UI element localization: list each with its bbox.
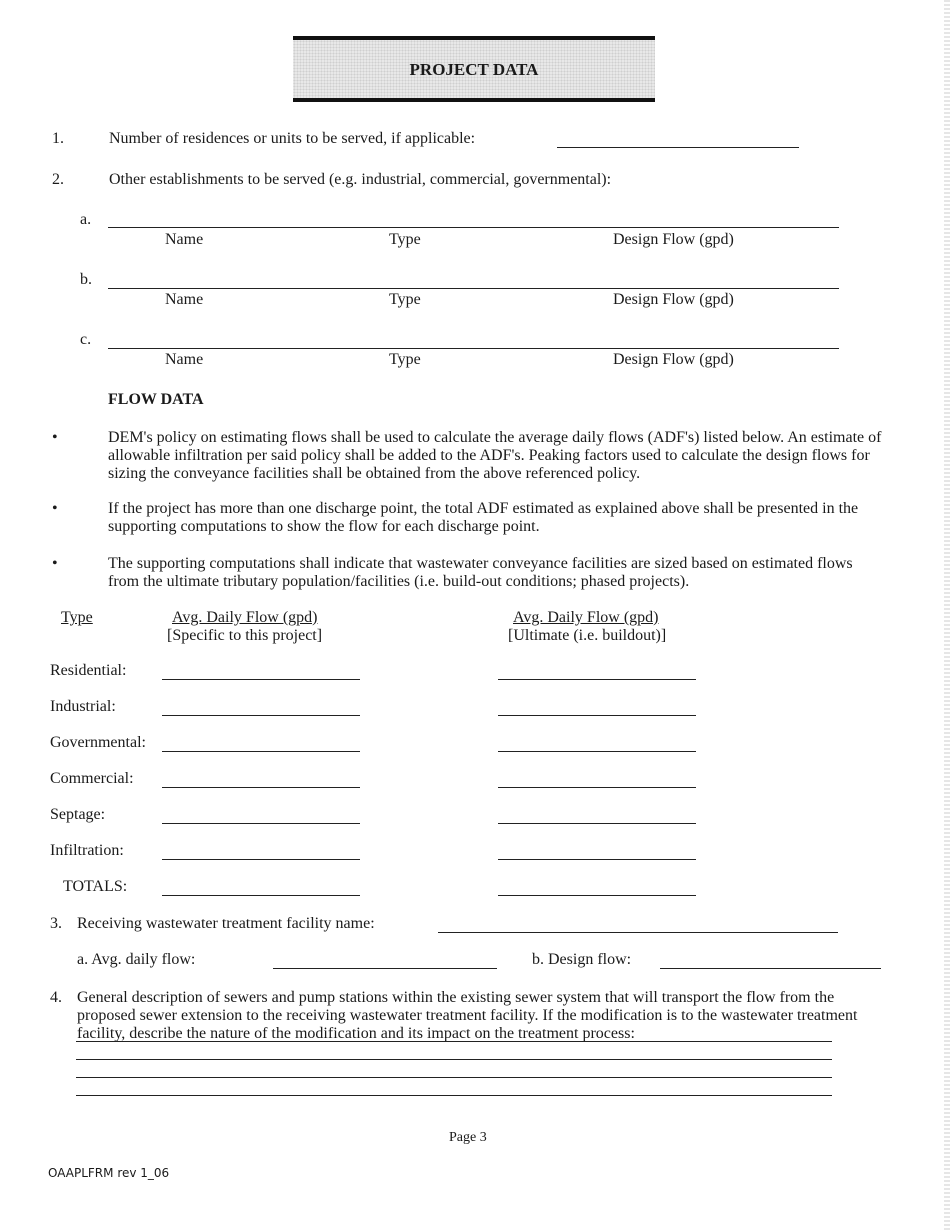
col-type-header: Type xyxy=(61,609,93,626)
specific-flow-field[interactable] xyxy=(162,715,360,716)
item4-number: 4. xyxy=(50,989,62,1006)
scan-edge xyxy=(944,0,950,1230)
specific-flow-field[interactable] xyxy=(162,751,360,752)
item4-description: General description of sewers and pump stations within the existing sewer system that will transport the flow from the proposed sewer extension to the receiving wastewater treatment facility. If the modification is to the wastewater treatment facility, describe the nature of the modification and its impact on the treatment process: xyxy=(77,989,858,1042)
row-label: Septage: xyxy=(50,806,106,823)
item3-label: Receiving wastewater treatment facility name: xyxy=(77,915,375,932)
ultimate-flow-field[interactable] xyxy=(498,679,696,680)
establishment-name-label: Name xyxy=(165,231,204,248)
ultimate-flow-field[interactable] xyxy=(498,859,696,860)
specific-flow-field[interactable] xyxy=(162,859,360,860)
ultimate-flow-field[interactable] xyxy=(498,787,696,788)
facility-name-field[interactable] xyxy=(438,932,838,933)
col-specific-subheader: [Specific to this project] xyxy=(167,627,323,644)
row-label: Commercial: xyxy=(50,770,134,787)
title-banner xyxy=(293,36,655,102)
bullet-text: DEM's policy on estimating flows shall be used to calculate the average daily flows (ADF's) listed below. An estimate of allowable infiltration per said policy shall be added to the ADF's. Peaking factors used to calculate the design flows for sizing the conveyance facilities shall be obtained from the above referenced policy. xyxy=(108,429,882,482)
specific-flow-field[interactable] xyxy=(162,895,360,896)
description-line[interactable] xyxy=(76,1077,832,1078)
bullet-mark: • xyxy=(52,555,58,572)
bullet-text: If the project has more than one discharge point, the total ADF estimated as explained above shall be presented in the supporting computations to show the flow for each discharge point. xyxy=(108,500,859,535)
bullet-mark: • xyxy=(52,500,58,517)
establishment-type-label: Type xyxy=(389,351,421,368)
row-label: Industrial: xyxy=(50,698,116,715)
page-title: PROJECT DATA xyxy=(409,60,539,79)
establishment-flow-label: Design Flow (gpd) xyxy=(613,291,734,308)
ultimate-flow-field[interactable] xyxy=(498,751,696,752)
specific-flow-field[interactable] xyxy=(162,823,360,824)
establishment-name-label: Name xyxy=(165,351,204,368)
establishment-letter: a. xyxy=(80,211,92,228)
ultimate-flow-field[interactable] xyxy=(498,895,696,896)
establishment-name-label: Name xyxy=(165,291,204,308)
bullet-mark: • xyxy=(52,429,58,446)
establishment-letter: b. xyxy=(80,271,92,288)
establishment-letter: c. xyxy=(80,331,92,348)
form-code: OAAPLFRM rev 1_06 xyxy=(48,1166,170,1180)
col-specific-header: Avg. Daily Flow (gpd) xyxy=(172,609,318,626)
establishment-field[interactable] xyxy=(108,288,839,289)
item1-number: 1. xyxy=(52,130,64,147)
establishment-flow-label: Design Flow (gpd) xyxy=(613,351,734,368)
page-number: Page 3 xyxy=(449,1130,487,1145)
item1-label: Number of residences or units to be served, if applicable: xyxy=(109,130,476,147)
residences-field[interactable] xyxy=(557,147,799,148)
row-label: Residential: xyxy=(50,662,127,679)
design-flow-field[interactable] xyxy=(660,968,881,969)
item2-label: Other establishments to be served (e.g. industrial, commercial, governmental): xyxy=(109,171,612,188)
description-line[interactable] xyxy=(76,1059,832,1060)
bullet-text: The supporting computations shall indicate that wastewater conveyance facilities are sized based on estimated flows from the ultimate tributary population/facilities (i.e. build-out conditions; phased projects). xyxy=(108,555,853,590)
establishment-field[interactable] xyxy=(108,227,839,228)
ultimate-flow-field[interactable] xyxy=(498,715,696,716)
establishment-type-label: Type xyxy=(389,291,421,308)
totals-label: TOTALS: xyxy=(63,878,128,895)
description-line[interactable] xyxy=(76,1041,832,1042)
ultimate-flow-field[interactable] xyxy=(498,823,696,824)
row-label: Infiltration: xyxy=(50,842,124,859)
establishment-type-label: Type xyxy=(389,231,421,248)
establishment-flow-label: Design Flow (gpd) xyxy=(613,231,734,248)
avg-daily-flow-label: a. Avg. daily flow: xyxy=(77,951,196,968)
col-ultimate-subheader: [Ultimate (i.e. buildout)] xyxy=(508,627,667,644)
item3-number: 3. xyxy=(50,915,62,932)
description-line[interactable] xyxy=(76,1095,832,1096)
row-label: Governmental: xyxy=(50,734,146,751)
specific-flow-field[interactable] xyxy=(162,679,360,680)
avg-daily-flow-field[interactable] xyxy=(273,968,497,969)
flow-data-heading: FLOW DATA xyxy=(108,391,204,408)
col-ultimate-header: Avg. Daily Flow (gpd) xyxy=(513,609,659,626)
establishment-field[interactable] xyxy=(108,348,839,349)
specific-flow-field[interactable] xyxy=(162,787,360,788)
design-flow-label: b. Design flow: xyxy=(532,951,632,968)
item2-number: 2. xyxy=(52,171,64,188)
